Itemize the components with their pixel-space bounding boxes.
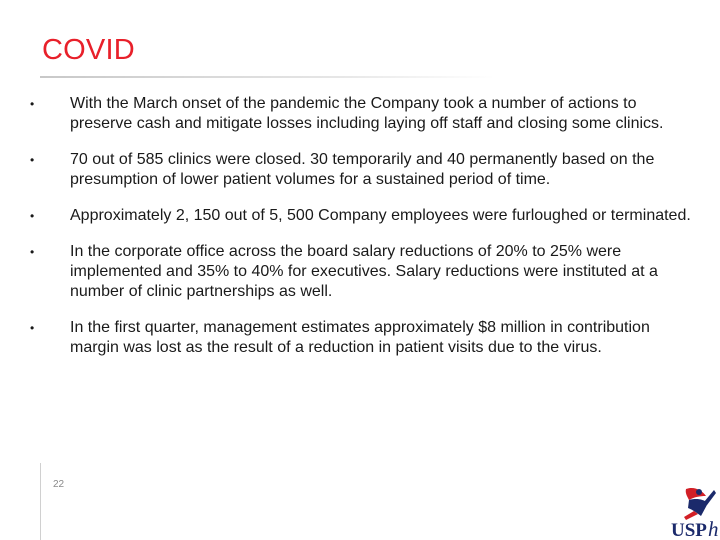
bullet-dot-icon: • [30, 245, 35, 259]
bullet-text: Approximately 2, 150 out of 5, 500 Company employees were furloughed or terminated. [70, 207, 691, 224]
page-number: 22 [53, 479, 65, 490]
logo-text-h: h [708, 517, 719, 540]
bullet-dot-icon: • [30, 97, 35, 111]
bullet-text: With the March onset of the pandemic the Company took a number of actions to preserve cash and mitigate losses including laying off staff and closing some clinics. [70, 95, 664, 132]
logo-figure-head [696, 489, 702, 495]
bullet-dot-icon: • [30, 209, 35, 223]
bullet-item [30, 94, 700, 134]
bullet-text: In the corporate office across the board salary reductions of 20% to 25% were implemented and 35% to 40% for executives. Salary reductions were instituted at a number of clinic partnerships as well. [70, 243, 658, 300]
logo-figure-arm [704, 490, 716, 505]
usph-logo-icon [670, 484, 720, 540]
bullet-dot-icon: • [30, 321, 35, 335]
bullet-text: 70 out of 585 clinics were closed. 30 temporarily and 40 permanently based on the presumption of lower patient volumes for a sustained period of time. [70, 151, 655, 188]
bullet-item [30, 150, 700, 190]
bullet-item [30, 206, 700, 226]
slide-title: COVID [42, 34, 135, 66]
footer-vertical-divider [40, 463, 41, 540]
logo-figure-red [686, 488, 706, 500]
bullet-list [30, 94, 700, 374]
bullet-dot-icon: • [30, 153, 35, 167]
logo-text: USP [671, 520, 707, 540]
bullet-item [30, 242, 700, 302]
bullet-text: In the first quarter, management estimates approximately $8 million in contribution margin was lost as the result of a reduction in patient visits due to the virus. [70, 319, 650, 356]
logo-figure-leg [684, 511, 698, 520]
bullet-item [30, 318, 700, 358]
title-divider [40, 76, 495, 78]
